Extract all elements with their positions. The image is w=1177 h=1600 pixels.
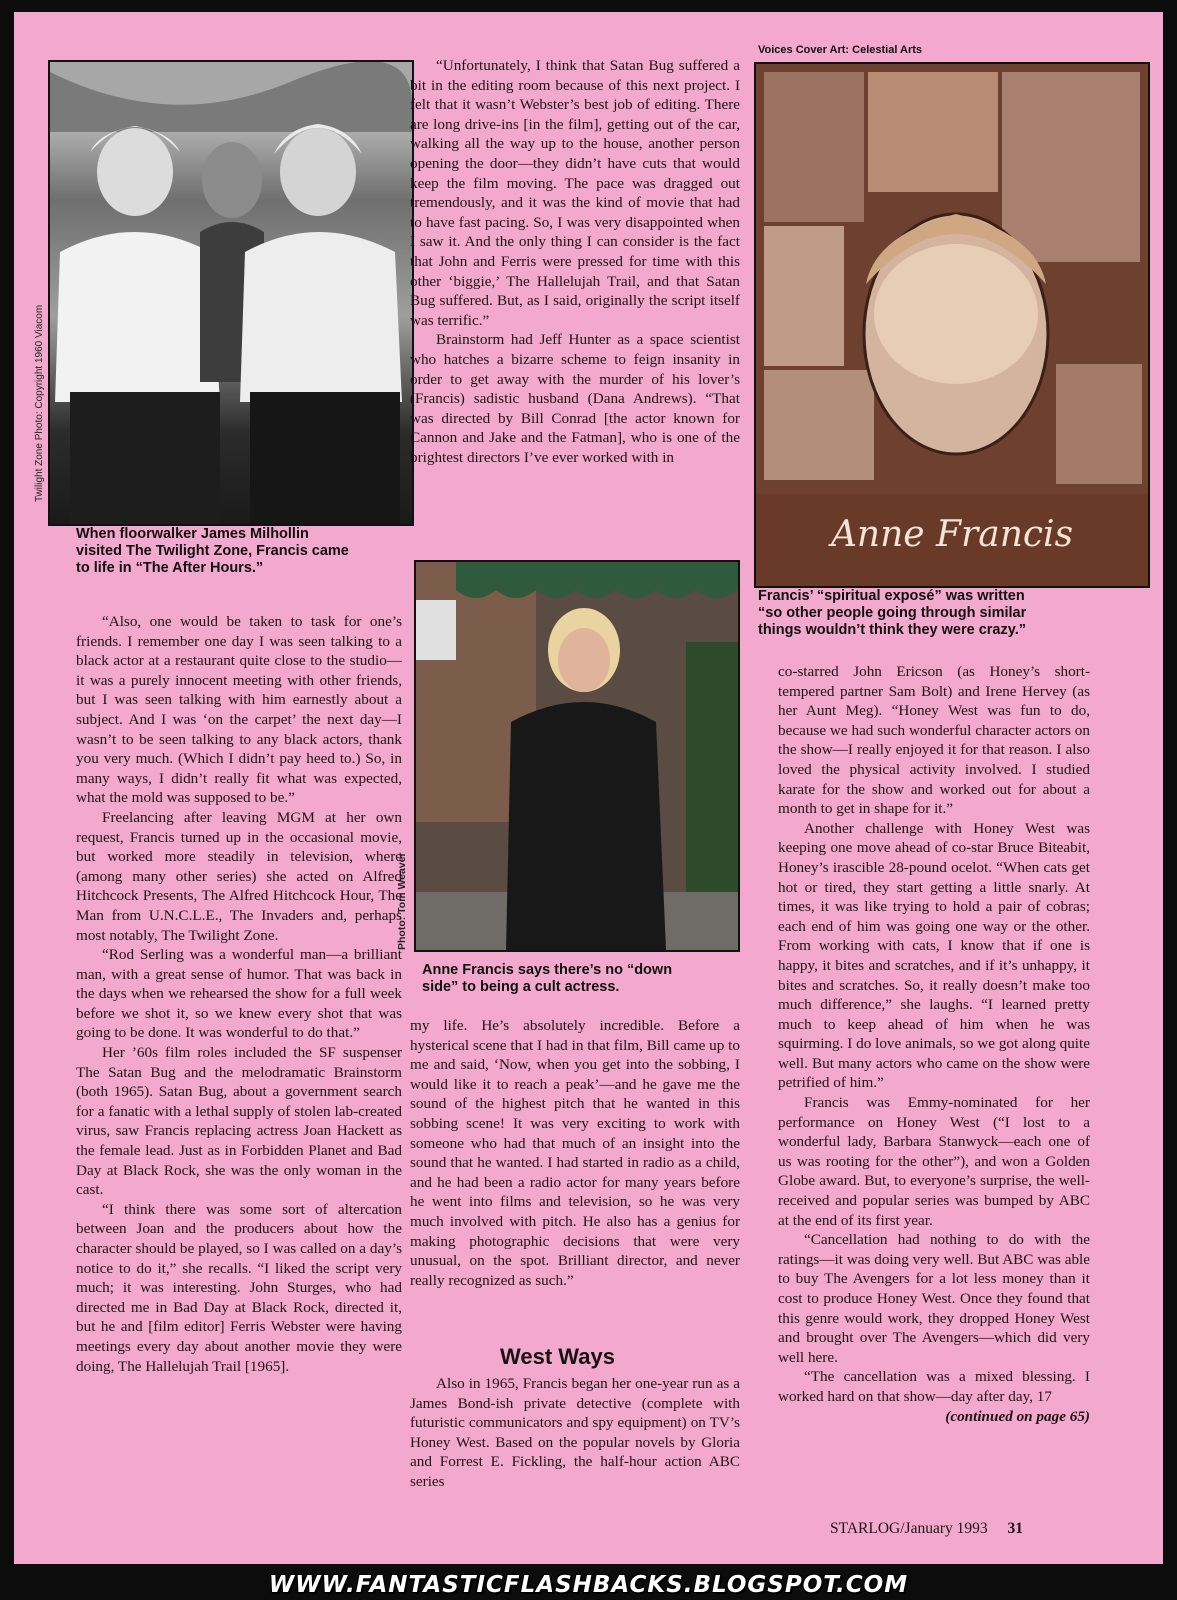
anne-francis-photo bbox=[414, 560, 740, 952]
paragraph: “Also, one would be taken to task for one’s friends. I remember one day I was seen talking to a black actor at a restaurant quite close to the studio—it was a purely innocent meeting with other friends, but I was seen talking with him earnestly about a subject. And I was ‘on the carpet’ the next day—I wasn’t to be seen talking to any black actors, thank you very much. (Which I didn’t pay heed to.) So, in many ways, I didn’t really fit what was expected, what the mold was supposed to be.” bbox=[76, 613, 402, 807]
twilight-zone-photo-art bbox=[50, 62, 412, 524]
page-number: 31 bbox=[1007, 1520, 1023, 1537]
paragraph: Also in 1965, Francis began her one-year run as a James Bond-ish private detective (complete with futuristic communicators and spy equipment) on TV’s Honey West. Based on the popular novels by Gloria and Forrest E. Fickling, the half-hour action ABC series bbox=[410, 1375, 740, 1490]
folio bbox=[830, 1520, 1023, 1538]
book-cover-caption: Francis’ “spiritual exposé” was written “so other people going through similar things wouldn’t think they were crazy.” bbox=[758, 588, 1027, 638]
paragraph: my life. He’s absolutely incredible. Before a hysterical scene that I had in that film, Bill came up to me and said, ‘Now, when you get into the sobbing, I would like it to reach a peak’—and he gave me the sound of the highest pitch that he wanted in this sobbing scene! It was very exciting to work with someone who had that much of an insight into the sound that he wanted. I had started in radio as a child, and he had been a radio actor for many years before he went into films and television, so he was very much involved with pitch. He also has a genius for making photographic decisions that were very unusual, on the spot. Brilliant director, and never really recognized as such.” bbox=[410, 1017, 740, 1289]
book-cover-title: Anne Francis bbox=[830, 514, 1074, 555]
column-2-bottom-b bbox=[410, 1374, 740, 1492]
paragraph: Freelancing after leaving MGM at her own request, Francis turned up in the occasional movie, but worked more steadily in television, where (among many other series) she acted on Alfred Hitchcock Presents, The Alfred Hitchcock Hour, The Man from U.N.C.L.E., The Invaders and, perhaps most notably, The Twilight Zone. bbox=[76, 808, 402, 944]
continued-note: (continued on page 65) bbox=[945, 1407, 1090, 1425]
column-2-bottom bbox=[410, 1016, 740, 1290]
paragraph: Another challenge with Honey West was keeping one move ahead of co-star Bruce Biteabit, Honey’s irascible 28-pound ocelot. “When cats get hot or tired, they start getting a little snarly. At times, it was like trying to hold a pair of cobras; each end of him was going one way or the other. From working with cats, I know that if one is happy, it bites and scratches, and if it’s unhappy, it bites and scratches. So, it really doesn’t make too much difference,” she laughs. “I learned pretty much to keep ahead of him when he was squirming. I do love animals, so we got along quite well. But many actors who came on the show were petrified of him.” bbox=[778, 819, 1090, 1092]
book-cover-image bbox=[754, 62, 1150, 588]
paragraph: Her ’60s film roles included the SF suspenser The Satan Bug and the melodramatic Brainstorm (both 1965). Satan Bug, about a government search for a fanatic with a lethal supply of stolen lab-created virus, saw Francis replacing actress Joan Hackett as the female lead. Just as in Forbidden Planet and Bad Day at Black Rock, she was the only woman in the cast. bbox=[76, 1044, 402, 1199]
paragraph: “Rod Serling was a wonderful man—a brilliant man, with a great sense of humor. That was back in the days when we rehearsed the show for a full week before we shot it, so we knew every shot that was going to be done. It was wonderful to do that.” bbox=[76, 946, 402, 1042]
magazine-page bbox=[14, 12, 1163, 1564]
paragraph: co-starred John Ericson (as Honey’s short-tempered partner Sam Bolt) and Irene Hervey (as her Aunt Meg). “Honey West was fun to do, because we had such wonderful character actors on the show—I really enjoyed it for that reason. I also loved the physical activity involved. I studied karate for the show and worked out for about a month to get in shape for it.” bbox=[778, 663, 1090, 818]
anne-francis-photo-credit: Photo: Tom Weaver bbox=[396, 852, 408, 950]
paragraph: “Cancellation had nothing to do with the ratings—it was doing very well. But ABC was able to buy The Avengers for a lot less money than it cost to produce Honey West. Once they found that this genre would work, they dropped Honey West and brought over The Avengers—which did very well here. bbox=[778, 1231, 1090, 1366]
section-subhead: West Ways bbox=[500, 1344, 615, 1369]
blog-url-banner: WWW.FANTASTICFLASHBACKS.BLOGSPOT.COM bbox=[268, 1572, 909, 1598]
paragraph: Brainstorm had Jeff Hunter as a space scientist who hatches a bizarre scheme to feign insanity in order to get away with the murder of his lover’s (Francis) sadistic husband (Dana Andrews). “That was directed by Bill Conrad [the actor known for Cannon and Jake and the Fatman], who is one of the brightest directors I’ve ever worked with in bbox=[410, 331, 740, 466]
column-3 bbox=[778, 662, 1090, 1426]
twilight-zone-caption: When floorwalker James Milhollin visited The Twilight Zone, Francis came to life in “The After Hours.” bbox=[76, 526, 349, 576]
paragraph: “The cancellation was a mixed blessing. I worked hard on that show—day after day, 17 bbox=[778, 1368, 1090, 1405]
column-1 bbox=[76, 612, 402, 1376]
book-cover-credit: Voices Cover Art: Celestial Arts bbox=[758, 44, 923, 56]
anne-francis-caption: Anne Francis says there’s no “down side” to being a cult actress. bbox=[422, 962, 673, 995]
column-2-top bbox=[410, 56, 740, 467]
twilight-zone-photo-credit: Twilight Zone Photo: Copyright 1960 Viacom bbox=[34, 304, 45, 502]
magazine-issue: STARLOG/January 1993 bbox=[830, 1520, 988, 1537]
twilight-zone-photo bbox=[48, 60, 414, 526]
paragraph: “Unfortunately, I think that Satan Bug suffered a bit in the editing room because of this next project. I felt that it wasn’t Webster’s best job of editing. There are long drive-ins [in the film], getting out of the car, walking all the way up to the house, another person opening the door—they didn’t have cuts that would keep the film moving. The pace was dragged out tremendously, and it was the kind of movie that had to have fast pacing. So, I was very disappointed when I saw it. And the only thing I can consider is the fact that John and Ferris were pressed for time with this other ‘biggie,’ The Hallelujah Trail, and that Satan Bug suffered. But, as I said, originally the script itself was terrific.” bbox=[410, 57, 740, 329]
anne-francis-photo-art bbox=[416, 562, 738, 950]
paragraph: Francis was Emmy-nominated for her performance on Honey West (“I lost to a wonderful lady, Barbara Stanwyck—each one of us was rooting for the other”), and won a Golden Globe award. But, to everyone’s surprise, the well-received and popular series was bumped by ABC at the end of its first year. bbox=[778, 1094, 1090, 1229]
paragraph: “I think there was some sort of altercation between Joan and the producers about how the character should be played, so I was called on a day’s notice to do it,” she recalls. “I liked the script very much; it was interesting. John Sturges, who had directed me in Bad Day at Black Rock, directed it, but he and [film editor] Ferris Webster were having meetings every day about another movie they were doing, The Hallelujah Trail [1965]. bbox=[76, 1200, 402, 1375]
book-cover-art bbox=[756, 64, 1148, 586]
